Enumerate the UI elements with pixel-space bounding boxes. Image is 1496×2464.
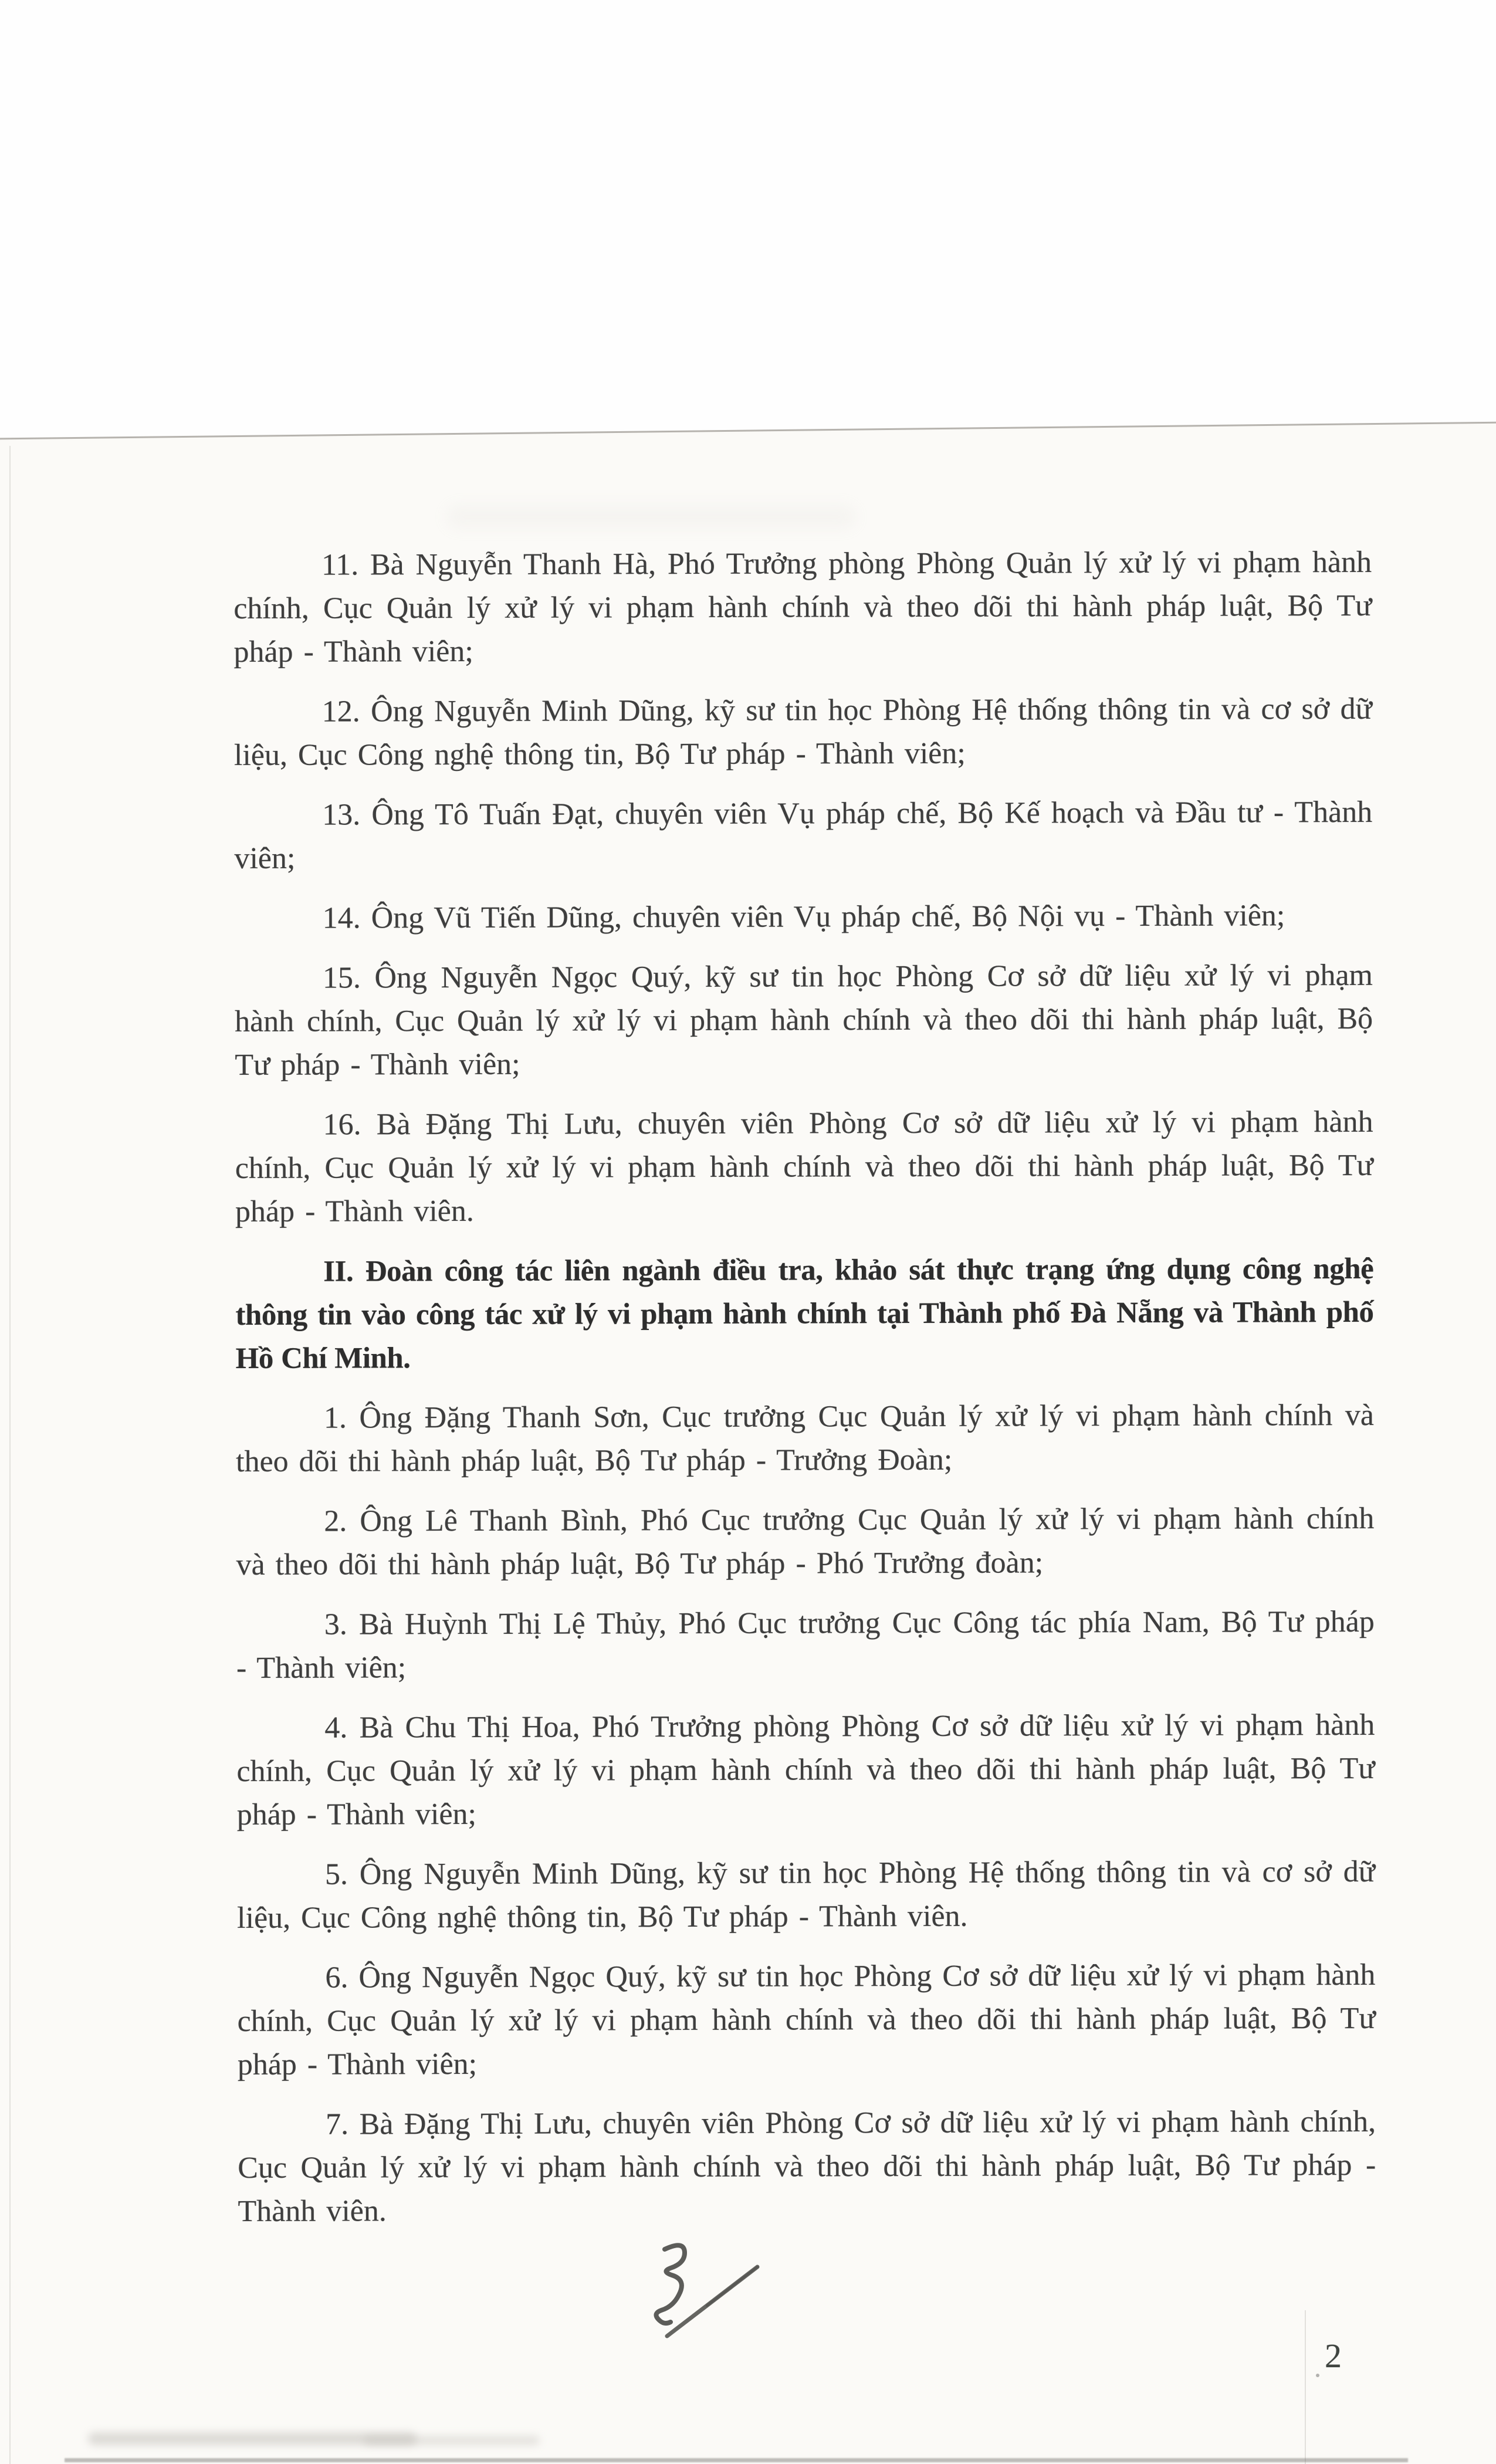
- section-ii-heading: II. Đoàn công tác liên ngành điều tra, khảo sát thực trạng ứng dụng công nghệ thông tin vào công tác xử lý vi phạm hành chính tại Thành phố Đà Nẵng và Thành phố Hồ Chí Minh.: [235, 1252, 1374, 1375]
- list-item-6: 6. Ông Nguyễn Ngọc Quý, kỹ sư tin học Phòng Cơ sở dữ liệu xử lý vi phạm hành chính, Cục Quản lý xử lý vi phạm hành chính và theo dõi thi hành pháp luật, Bộ Tư pháp - Thành viên;: [237, 1958, 1376, 2081]
- list-item-13: 13. Ông Tô Tuấn Đạt, chuyên viên Vụ pháp chế, Bộ Kế hoạch và Đầu tư - Thành viên;: [234, 795, 1373, 875]
- list-item-5: 5. Ông Nguyễn Minh Dũng, kỹ sư tin học Phòng Hệ thống thông tin và cơ sở dữ liệu, Cục Công nghệ thông tin, Bộ Tư pháp - Thành viên.: [237, 1854, 1376, 1935]
- list-item-11: 11. Bà Nguyễn Thanh Hà, Phó Trưởng phòng Phòng Quản lý xử lý vi phạm hành chính, Cục Quản lý xử lý vi phạm hành chính và theo dõi thi hành pháp luật, Bộ Tư pháp - Thành viên;: [233, 545, 1372, 669]
- scan-line-artifact: [1305, 2310, 1306, 2464]
- page-left-edge: [9, 446, 11, 2464]
- handwritten-mark: [642, 2236, 766, 2354]
- list-item-7: 7. Bà Đặng Thị Lưu, chuyên viên Phòng Cơ sở dữ liệu xử lý vi phạm hành chính, Cục Quản lý xử lý vi phạm hành chính và theo dõi thi hành pháp luật, Bộ Tư pháp - Thành viên.: [238, 2104, 1376, 2228]
- list-item-15: 15. Ông Nguyễn Ngọc Quý, kỹ sư tin học Phòng Cơ sở dữ liệu xử lý vi phạm hành chính, Cục Quản lý xử lý vi phạm hành chính và theo dõi thi hành pháp luật, Bộ Tư pháp - Thành viên;: [235, 958, 1373, 1082]
- scanner-bottom-edge: [65, 2458, 1408, 2462]
- page-number-dot: [1316, 2374, 1319, 2377]
- list-item-2: 2. Ông Lê Thanh Bình, Phó Cục trưởng Cục Quản lý xử lý vi phạm hành chính và theo dõi thi hành pháp luật, Bộ Tư pháp - Phó Trưởng đoàn;: [236, 1501, 1375, 1582]
- list-item-3: 3. Bà Huỳnh Thị Lệ Thủy, Phó Cục trưởng Cục Công tác phía Nam, Bộ Tư pháp - Thành viên;: [236, 1605, 1375, 1685]
- scan-smudge-bottom-2: [364, 2436, 540, 2445]
- document-body: [233, 541, 1376, 2250]
- scan-smudge-top: [446, 505, 857, 529]
- list-item-16: 16. Bà Đặng Thị Lưu, chuyên viên Phòng Cơ sở dữ liệu xử lý vi phạm hành chính, Cục Quản lý xử lý vi phạm hành chính và theo dõi thi hành pháp luật, Bộ Tư pháp - Thành viên.: [235, 1105, 1373, 1228]
- list-item-1: 1. Ông Đặng Thanh Sơn, Cục trưởng Cục Quản lý xử lý vi phạm hành chính và theo dõi thi hành pháp luật, Bộ Tư pháp - Trưởng Đoàn;: [236, 1398, 1374, 1478]
- page-number: 2: [1325, 2337, 1342, 2375]
- list-item-12: 12. Ông Nguyễn Minh Dũng, kỹ sư tin học Phòng Hệ thống thông tin và cơ sở dữ liệu, Cục Công nghệ thông tin, Bộ Tư pháp - Thành viên;: [233, 692, 1372, 772]
- list-item-4: 4. Bà Chu Thị Hoa, Phó Trưởng phòng Phòng Cơ sở dữ liệu xử lý vi phạm hành chính, Cục Quản lý xử lý vi phạm hành chính và theo dõi thi hành pháp luật, Bộ Tư pháp - Thành viên;: [236, 1708, 1375, 1832]
- list-item-14: 14. Ông Vũ Tiến Dũng, chuyên viên Vụ pháp chế, Bộ Nội vụ - Thành viên;: [322, 899, 1285, 935]
